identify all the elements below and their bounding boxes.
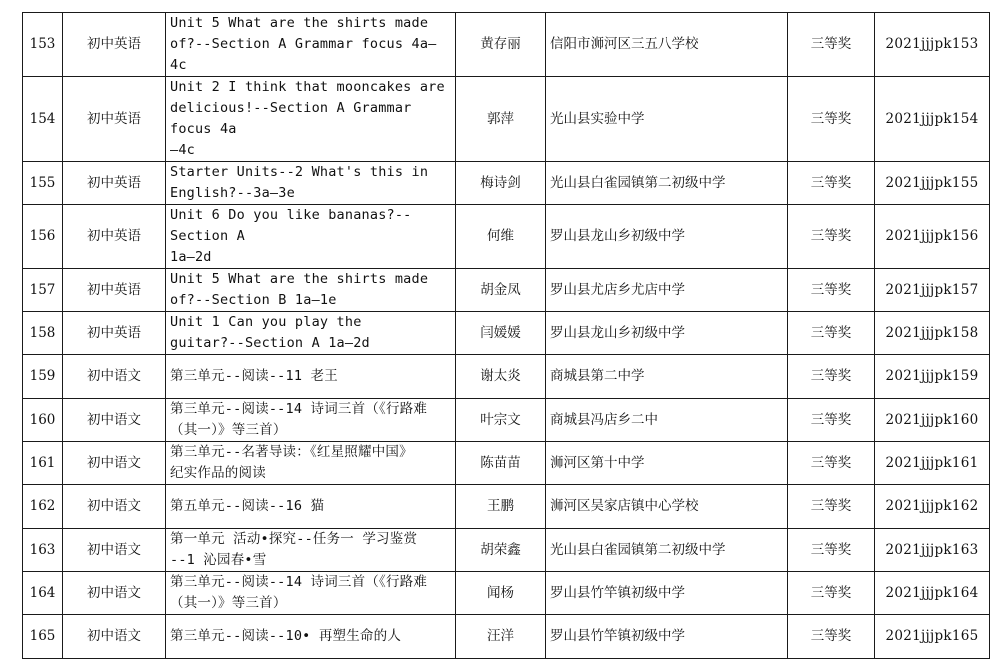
author-name: 汪洋: [456, 615, 546, 659]
school-name: 罗山县尤店乡尤店中学: [546, 269, 788, 312]
award-code: 2021jjjpk156: [875, 205, 990, 269]
subject-category: 初中英语: [63, 13, 166, 77]
school-name: 浉河区吴家店镇中心学校: [546, 485, 788, 529]
lesson-title: 第三单元--名著导读：《红星照耀中国》 纪实作品的阅读: [166, 442, 456, 485]
award-level: 三等奖: [788, 399, 875, 442]
award-level: 三等奖: [788, 485, 875, 529]
award-code: 2021jjjpk165: [875, 615, 990, 659]
school-name: 浉河区第十中学: [546, 442, 788, 485]
award-code: 2021jjjpk154: [875, 77, 990, 162]
table-row: [23, 615, 990, 659]
subject-category: 初中语文: [63, 529, 166, 572]
award-table: [22, 12, 990, 659]
table-row: [23, 399, 990, 442]
author-name: 黄存丽: [456, 13, 546, 77]
award-level: 三等奖: [788, 355, 875, 399]
lesson-title: Unit 5 What are the shirts made of?--Section A Grammar focus 4a—4c: [166, 13, 456, 77]
table-row: [23, 485, 990, 529]
award-level: 三等奖: [788, 162, 875, 205]
subject-category: 初中英语: [63, 205, 166, 269]
table-row: [23, 529, 990, 572]
lesson-title: Unit 6 Do you like bananas?--Section A 1a—2d: [166, 205, 456, 269]
row-number: 156: [23, 205, 63, 269]
award-level: 三等奖: [788, 442, 875, 485]
award-code: 2021jjjpk157: [875, 269, 990, 312]
subject-category: 初中语文: [63, 442, 166, 485]
award-code: 2021jjjpk155: [875, 162, 990, 205]
table-row: [23, 162, 990, 205]
subject-category: 初中英语: [63, 312, 166, 355]
subject-category: 初中语文: [63, 615, 166, 659]
award-code: 2021jjjpk162: [875, 485, 990, 529]
row-number: 155: [23, 162, 63, 205]
author-name: 叶宗文: [456, 399, 546, 442]
row-number: 160: [23, 399, 63, 442]
award-level: 三等奖: [788, 529, 875, 572]
subject-category: 初中英语: [63, 162, 166, 205]
author-name: 胡金凤: [456, 269, 546, 312]
award-code: 2021jjjpk158: [875, 312, 990, 355]
subject-category: 初中语文: [63, 485, 166, 529]
row-number: 157: [23, 269, 63, 312]
author-name: 梅诗剑: [456, 162, 546, 205]
table-row: [23, 13, 990, 77]
table-row: [23, 77, 990, 162]
author-name: 胡荣鑫: [456, 529, 546, 572]
award-level: 三等奖: [788, 312, 875, 355]
subject-category: 初中英语: [63, 269, 166, 312]
award-code: 2021jjjpk164: [875, 572, 990, 615]
row-number: 165: [23, 615, 63, 659]
school-name: 罗山县龙山乡初级中学: [546, 312, 788, 355]
row-number: 164: [23, 572, 63, 615]
author-name: 何维: [456, 205, 546, 269]
table-row: [23, 355, 990, 399]
school-name: 光山县白雀园镇第二初级中学: [546, 529, 788, 572]
row-number: 162: [23, 485, 63, 529]
subject-category: 初中语文: [63, 355, 166, 399]
table-row: [23, 312, 990, 355]
table-row: [23, 269, 990, 312]
table-row: [23, 442, 990, 485]
school-name: 光山县实验中学: [546, 77, 788, 162]
row-number: 153: [23, 13, 63, 77]
lesson-title: Unit 2 I think that mooncakes are delicious!--Section A Grammar focus 4a —4c: [166, 77, 456, 162]
lesson-title: Starter Units--2 What's this in English?--3a—3e: [166, 162, 456, 205]
award-code: 2021jjjpk159: [875, 355, 990, 399]
school-name: 罗山县龙山乡初级中学: [546, 205, 788, 269]
lesson-title: Unit 1 Can you play the guitar?--Section A 1a—2d: [166, 312, 456, 355]
award-level: 三等奖: [788, 269, 875, 312]
author-name: 闻杨: [456, 572, 546, 615]
table-row: [23, 572, 990, 615]
row-number: 163: [23, 529, 63, 572]
award-level: 三等奖: [788, 615, 875, 659]
author-name: 王鹏: [456, 485, 546, 529]
lesson-title: 第三单元--阅读--11 老王: [166, 355, 456, 399]
lesson-title: 第三单元--阅读--14 诗词三首（《行路难 （其一）》等三首）: [166, 399, 456, 442]
school-name: 光山县白雀园镇第二初级中学: [546, 162, 788, 205]
lesson-title: 第五单元--阅读--16 猫: [166, 485, 456, 529]
author-name: 陈苗苗: [456, 442, 546, 485]
row-number: 154: [23, 77, 63, 162]
school-name: 商城县冯店乡二中: [546, 399, 788, 442]
table-row: [23, 205, 990, 269]
school-name: 罗山县竹竿镇初级中学: [546, 615, 788, 659]
author-name: 闫媛媛: [456, 312, 546, 355]
lesson-title: Unit 5 What are the shirts made of?--Section B 1a—1e: [166, 269, 456, 312]
lesson-title: 第一单元 活动•探究--任务一 学习鉴赏 --1 沁园春•雪: [166, 529, 456, 572]
subject-category: 初中英语: [63, 77, 166, 162]
lesson-title: 第三单元--阅读--14 诗词三首（《行路难 （其一）》等三首）: [166, 572, 456, 615]
award-code: 2021jjjpk161: [875, 442, 990, 485]
lesson-title: 第三单元--阅读--10• 再塑生命的人: [166, 615, 456, 659]
award-code: 2021jjjpk163: [875, 529, 990, 572]
subject-category: 初中语文: [63, 399, 166, 442]
award-level: 三等奖: [788, 77, 875, 162]
award-code: 2021jjjpk160: [875, 399, 990, 442]
school-name: 商城县第二中学: [546, 355, 788, 399]
author-name: 谢太炎: [456, 355, 546, 399]
award-level: 三等奖: [788, 205, 875, 269]
row-number: 158: [23, 312, 63, 355]
author-name: 郭萍: [456, 77, 546, 162]
school-name: 信阳市浉河区三五八学校: [546, 13, 788, 77]
school-name: 罗山县竹竿镇初级中学: [546, 572, 788, 615]
award-code: 2021jjjpk153: [875, 13, 990, 77]
award-level: 三等奖: [788, 572, 875, 615]
subject-category: 初中语文: [63, 572, 166, 615]
row-number: 161: [23, 442, 63, 485]
row-number: 159: [23, 355, 63, 399]
award-level: 三等奖: [788, 13, 875, 77]
